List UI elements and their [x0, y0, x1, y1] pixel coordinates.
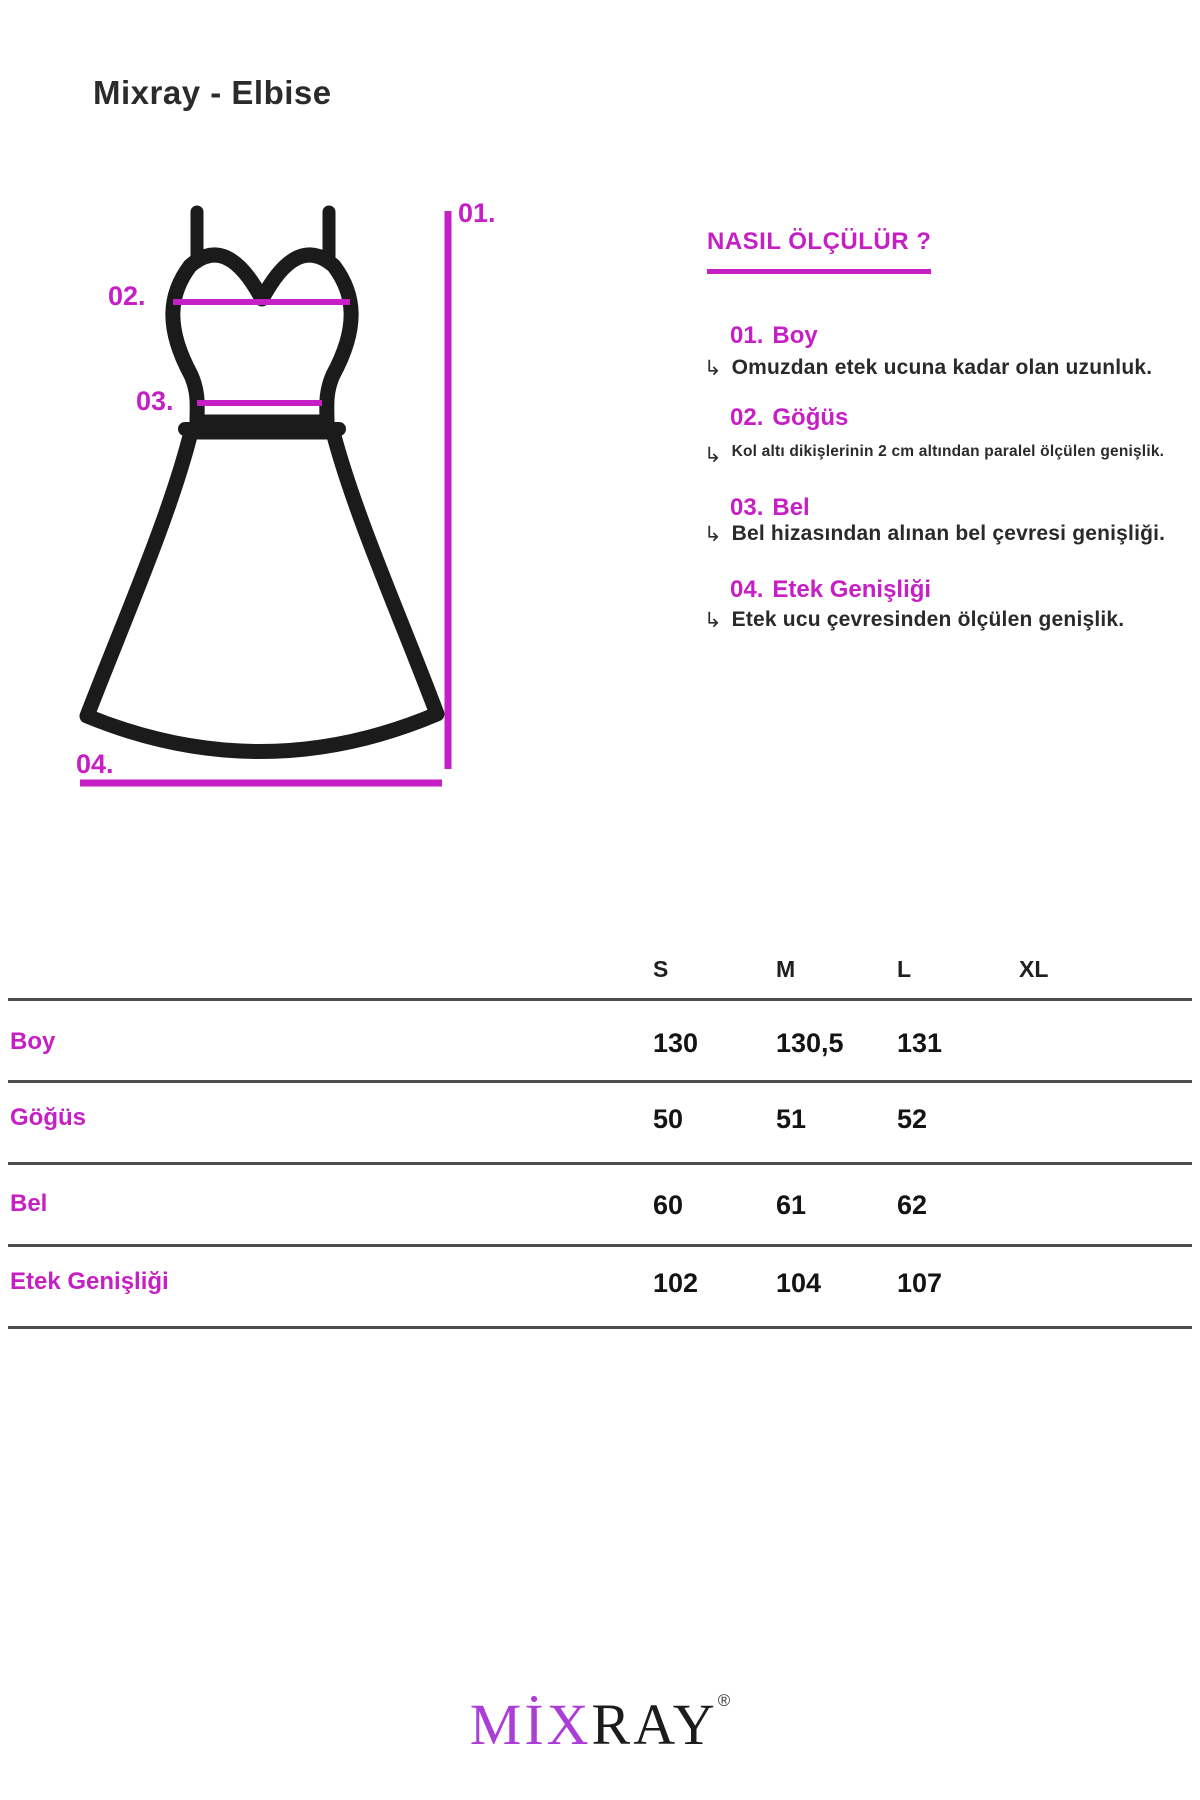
howto-item-01-desc-text: Omuzdan etek ucuna kadar olan uzunluk.: [731, 356, 1153, 379]
registered-trademark-icon: ®: [717, 1691, 731, 1710]
howto-item-04-name: Etek Genişliği: [772, 576, 932, 603]
cell-value: 50: [653, 1104, 684, 1134]
size-column-m: M: [776, 956, 796, 982]
callout-label-02: 02.: [108, 281, 146, 311]
howto-item-02-desc-text: Kol altı dikişlerinin 2 cm altından paralel ölçülen genişlik.: [731, 443, 1165, 460]
page-title: Mixray - Elbise: [93, 74, 332, 111]
cell-value: 107: [897, 1268, 943, 1298]
row-label: Boy: [10, 1028, 56, 1055]
howto-item-01-number: 01.: [730, 322, 764, 349]
howto-item-01-desc: [704, 356, 1152, 380]
howto-item-04-desc-text: Etek ucu çevresinden ölçülen genişlik.: [731, 608, 1125, 631]
howto-item-04-desc: [704, 608, 1124, 632]
brand-logo-mix: MİX: [469, 1692, 592, 1757]
howto-section-heading: [707, 228, 931, 274]
table-divider: [8, 1080, 1192, 1083]
callout-label-03: 03.: [136, 386, 174, 416]
arrow-icon: ↳: [704, 523, 722, 546]
row-label: Bel: [10, 1190, 48, 1217]
table-divider: [8, 1162, 1192, 1165]
howto-item-01-name: Boy: [772, 322, 818, 349]
arrow-icon: ↳: [704, 357, 722, 380]
howto-item-02-name: Göğüs: [772, 404, 849, 431]
size-column-s: S: [653, 956, 669, 982]
howto-item-03-desc: [704, 522, 1165, 546]
howto-item-02-number: 02.: [730, 404, 764, 431]
howto-item-02-heading: [730, 404, 848, 432]
howto-heading-text: NASIL ÖLÇÜLÜR ?: [707, 228, 931, 274]
row-label: Göğüs: [10, 1104, 86, 1131]
dress-diagram: [0, 0, 520, 800]
cell-value: 61: [776, 1190, 807, 1220]
cell-value: 130: [653, 1028, 699, 1058]
cell-value: 131: [897, 1028, 943, 1058]
howto-item-03-heading: [730, 494, 810, 522]
howto-item-02-desc: [704, 443, 1165, 467]
arrow-icon: ↳: [704, 444, 722, 467]
howto-item-03-number: 03.: [730, 494, 764, 521]
howto-item-04-heading: [730, 576, 931, 604]
table-divider: [8, 998, 1192, 1001]
table-divider: [8, 1326, 1192, 1329]
cell-value: 102: [653, 1268, 699, 1298]
dress-skirt-outline: [87, 432, 437, 752]
cell-value: 51: [776, 1104, 807, 1134]
cell-value: 62: [897, 1190, 928, 1220]
size-column-xl: XL: [1019, 956, 1049, 982]
cell-value: 130,5: [776, 1028, 844, 1058]
callout-label-01: 01.: [458, 198, 496, 228]
cell-value: 60: [653, 1190, 684, 1220]
howto-item-01-heading: [730, 322, 818, 350]
dress-bodice-outline: [173, 255, 351, 422]
cell-value: 52: [897, 1104, 928, 1134]
howto-item-04-number: 04.: [730, 576, 764, 603]
size-column-l: L: [897, 956, 912, 982]
brand-logo: [0, 1691, 1200, 1757]
brand-logo-ray: RAY: [591, 1692, 718, 1757]
callout-label-04: 04.: [76, 749, 114, 779]
howto-item-03-name: Bel: [772, 494, 810, 521]
howto-item-03-desc-text: Bel hizasından alınan bel çevresi genişliği.: [731, 522, 1166, 545]
cell-value: 104: [776, 1268, 822, 1298]
table-divider: [8, 1244, 1192, 1247]
row-label: Etek Genişliği: [10, 1268, 169, 1295]
arrow-icon: ↳: [704, 609, 722, 632]
